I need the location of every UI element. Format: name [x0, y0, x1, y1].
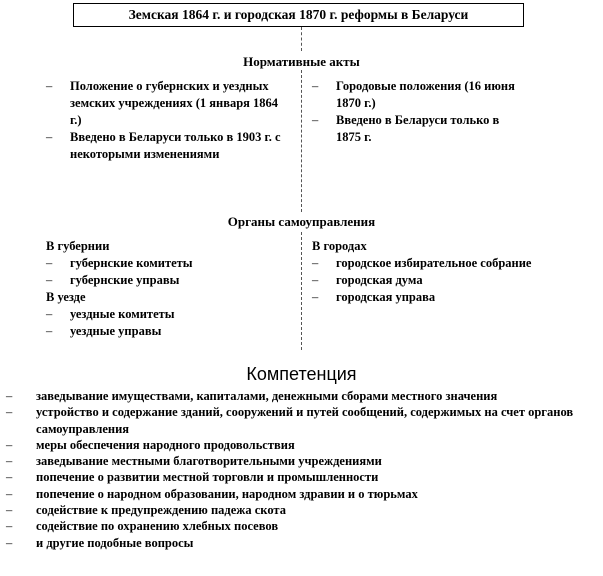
organs-right: [312, 238, 572, 306]
list-item: – уездные комитеты: [46, 307, 175, 321]
list-item: – Введено в Беларуси только в 1875 г.: [312, 113, 500, 144]
list-item: – меры обеспечения народного продовольствия: [6, 437, 295, 452]
organs-heading: Органы самоуправления: [227, 214, 376, 229]
list-item: – городская управа: [312, 290, 436, 304]
city-list: [312, 255, 572, 306]
list-item: – содействие к предупреждению падежа скота: [6, 503, 286, 518]
page-title: Земская 1864 г. и городская 1870 г. реформы в Беларуси: [128, 7, 469, 22]
list-item: – уездные управы: [46, 324, 162, 338]
competence-heading: Компетенция: [246, 364, 357, 384]
list-item: – Положение о губернских и уездных земских учреждениях (1 января 1864 г.): [46, 79, 279, 127]
normative-heading: Нормативные акты: [243, 54, 360, 69]
normative-left-list: [46, 78, 286, 163]
list-item: – и другие подобные вопросы: [6, 535, 194, 550]
uezd-list: [46, 306, 286, 340]
list-item: – Городовые положения (16 июня 1870 г.): [312, 79, 515, 110]
normative-right-list: [312, 78, 527, 146]
list-item: – содействие по охранению хлебных посевов: [6, 519, 279, 534]
gubernia-list: [46, 255, 286, 289]
list-item: – устройство и содержание зданий, сооружений и путей сообщений, содержимых на счет органов самоуправления: [6, 405, 574, 436]
connector-normative-organs: [301, 70, 302, 212]
uezd-label: В уезде: [46, 290, 86, 304]
list-item: – губернские комитеты: [46, 256, 193, 270]
list-item: – городская дума: [312, 273, 423, 287]
list-item: – заведывание имуществами, капиталами, денежными сборами местного значения: [6, 389, 498, 403]
city-label: В городах: [312, 239, 367, 253]
list-item: – попечение о развитии местной торговли и промышленности: [6, 470, 379, 485]
connector-organs-divider: [301, 232, 302, 350]
list-item: – попечение о народном образовании, народном здравии и о тюрьмах: [6, 486, 418, 501]
list-item: – губернские управы: [46, 273, 180, 287]
list-item: – заведывание местными благотворительными учреждениями: [6, 454, 382, 469]
list-item: – Введено в Беларуси только в 1903 г. с некоторыми изменениями: [46, 130, 281, 161]
connector-title-normative: [301, 27, 302, 51]
competence-list: [6, 388, 581, 551]
title-box: [73, 3, 524, 27]
list-item: – городское избирательное собрание: [312, 256, 532, 270]
gubernia-label: В губернии: [46, 239, 110, 253]
organs-left: [46, 238, 286, 340]
